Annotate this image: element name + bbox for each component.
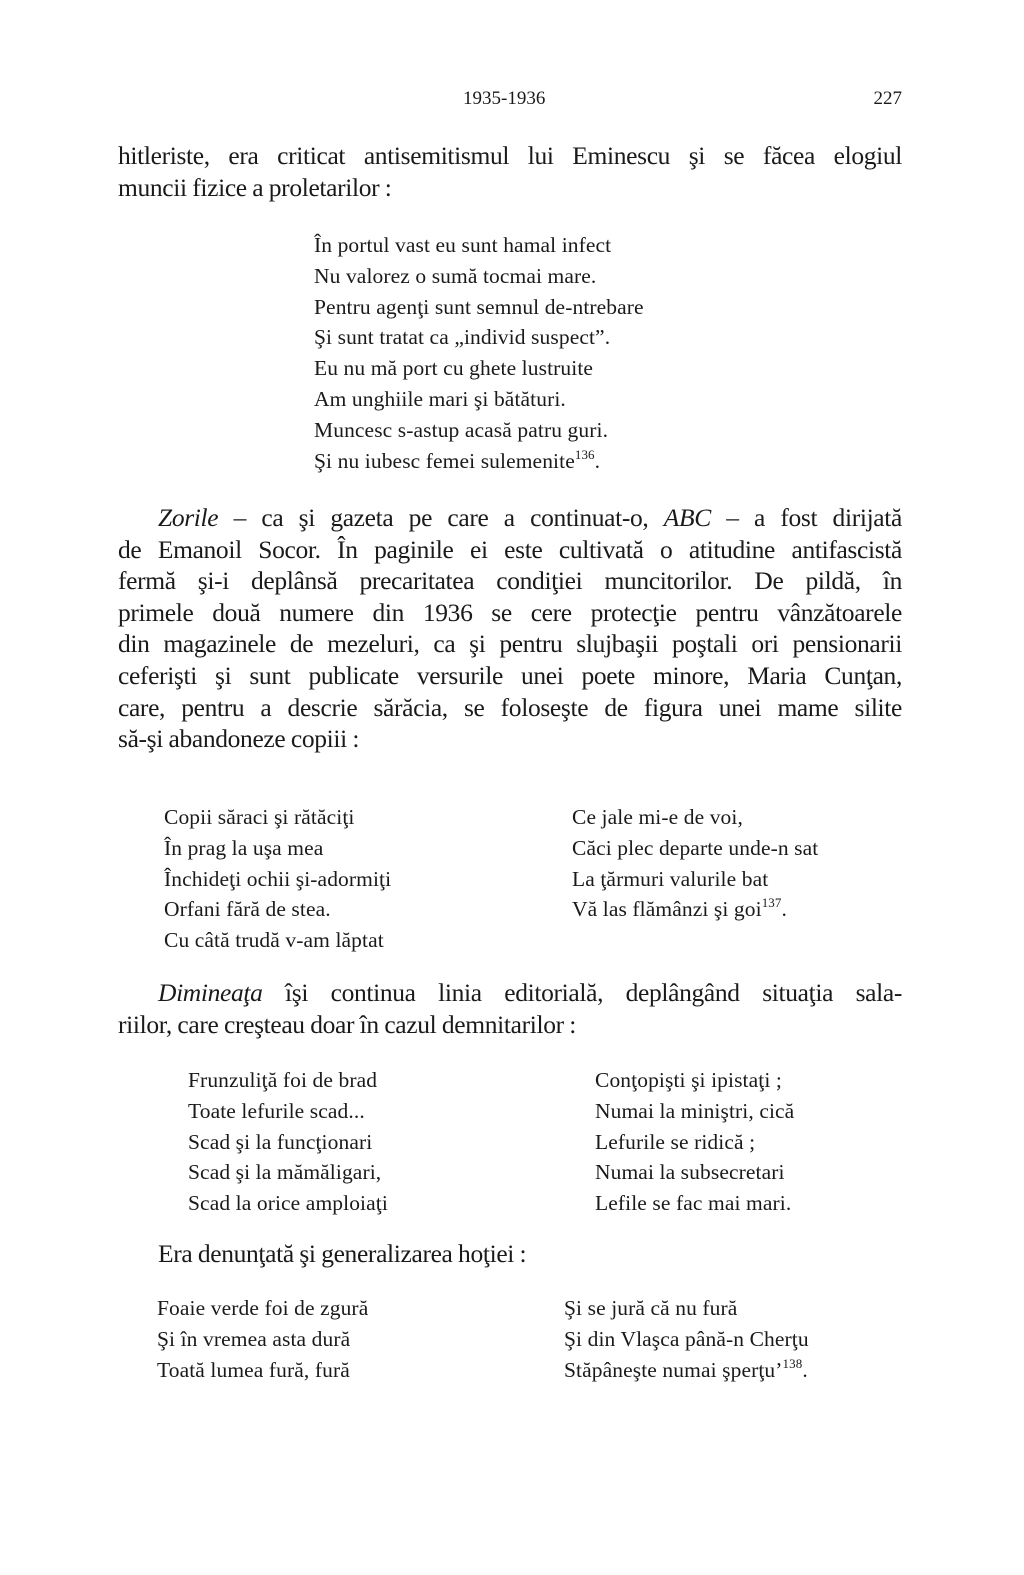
poem-frunzulita-right	[595, 1065, 794, 1219]
verse-line: Toate lefurile scad...	[188, 1098, 365, 1123]
footnote-ref: 138	[782, 1355, 803, 1371]
verse-line: Am unghiile mari şi bătături.	[314, 386, 566, 411]
paragraph-1	[118, 140, 902, 203]
poem-hamal	[314, 230, 644, 479]
verse-line: Şi în vremea asta dură	[157, 1326, 351, 1351]
paragraph-4	[158, 1238, 902, 1270]
verse-line: Cu câtă trudă v-am lăptat	[164, 928, 384, 953]
verse-line: Ce jale mi-e de voi,	[572, 805, 743, 829]
periodical-title: Dimineaţa	[158, 978, 263, 1007]
page-number: 227	[873, 88, 902, 109]
verse-line: Vă las flămânzi şi goi$^{137}$.	[572, 895, 787, 922]
verse-line: Şi sunt tratat ca „individ suspect”.	[314, 325, 611, 350]
text-line: fermă şi-i deplânsă precaritatea condiţiei muncitorilor. De pildă, în	[118, 566, 902, 596]
verse-line: Lefurile se ridică ;	[595, 1129, 756, 1154]
footnote-ref: 136	[574, 446, 595, 462]
text-line: Era denunţată şi generalizarea hoţiei :	[158, 1239, 527, 1268]
verse-line: Numai la miniştri, cică	[595, 1098, 795, 1123]
verse-line: Şi se jură că nu fură	[564, 1296, 738, 1320]
text-line: care, pentru a descrie sărăcia, se foloseşte de figura unei mame silite	[118, 692, 902, 722]
verse-line: Căci plec departe unde-n sat	[572, 835, 819, 860]
poem-foaie-left	[157, 1293, 368, 1385]
verse-line: Nu valorez o sumă tocmai mare.	[314, 263, 597, 288]
running-head	[0, 88, 1024, 118]
text-line: Zorile – ca şi gazeta pe care a continuat-o, ABC – a fost dirijată	[158, 503, 902, 532]
text-line: hitleriste, era criticat antisemitismul lui Eminescu şi se făcea elogiul	[118, 141, 902, 170]
text-line: ceferişti şi sunt publicate versurile unei poete minore, Maria Cunţan,	[118, 660, 902, 690]
text-line: primele două numere din 1936 se cere protecţie pentru vânzătoarele	[118, 597, 902, 627]
text-line: riilor, care creşteau doar în cazul demnitarilor :	[118, 1009, 576, 1039]
running-head-title: 1935-1936	[463, 88, 546, 109]
periodical-title: Zorile	[158, 503, 219, 532]
verse-line: Scad şi la mămăligari,	[188, 1160, 382, 1185]
verse-line: Conţopişti şi ipistaţi ;	[595, 1068, 782, 1092]
verse-line: În prag la uşa mea	[164, 835, 324, 860]
verse-line: Toată lumea fură, fură	[157, 1357, 350, 1382]
verse-line: Numai la subsecretari	[595, 1160, 785, 1185]
text-line: din magazinele de mezeluri, ca şi pentru slujbaşii poştali ori pensionarii	[118, 629, 902, 659]
verse-line: Scad şi la funcţionari	[188, 1129, 373, 1154]
verse-line: Stăpâneşte numai şperţu’$^{138}$.	[564, 1355, 808, 1382]
poem-copii-left	[164, 802, 391, 956]
text-line: de Emanoil Socor. În paginile ei este cultivată o atitudine antifascistă	[118, 534, 902, 564]
verse-line: Pentru agenţi sunt semnul de-ntrebare	[314, 294, 644, 319]
poem-copii-right	[572, 802, 818, 928]
text-line: să-şi abandoneze copiii :	[118, 724, 360, 754]
poem-frunzulita-left	[188, 1065, 388, 1219]
poem-foaie-right	[564, 1293, 809, 1388]
verse-line: Închideţi ochii şi-adormiţi	[164, 866, 392, 891]
verse-line: Muncesc s-astup acasă patru guri.	[314, 417, 609, 442]
verse-line: Şi nu iubesc femei sulemenite$^{136}$.	[314, 446, 601, 473]
text-line: Dimineaţa îşi continua linia editorială, deplângând situaţia sala-	[158, 978, 902, 1007]
verse-line: Frunzuliţă foi de brad	[188, 1068, 378, 1092]
verse-line: La ţărmuri valurile bat	[572, 866, 769, 891]
verse-line: În portul vast eu sunt hamal infect	[314, 233, 612, 257]
verse-line: Copii săraci şi rătăciţi	[164, 805, 355, 829]
paragraph-3	[118, 977, 902, 1040]
text-line: muncii fizice a proletarilor :	[118, 172, 392, 202]
verse-line: Lefile se fac mai mari.	[595, 1191, 792, 1216]
footnote-ref: 137	[761, 895, 782, 911]
periodical-title: ABC	[663, 503, 711, 532]
verse-line: Şi din Vlaşca până-n Cherţu	[564, 1326, 809, 1351]
verse-line: Scad la orice amploiaţi	[188, 1191, 388, 1216]
verse-line: Foaie verde foi de zgură	[157, 1296, 369, 1320]
paragraph-2	[118, 502, 902, 755]
verse-line: Eu nu mă port cu ghete lustruite	[314, 356, 594, 381]
verse-line: Orfani fără de stea.	[164, 897, 331, 922]
